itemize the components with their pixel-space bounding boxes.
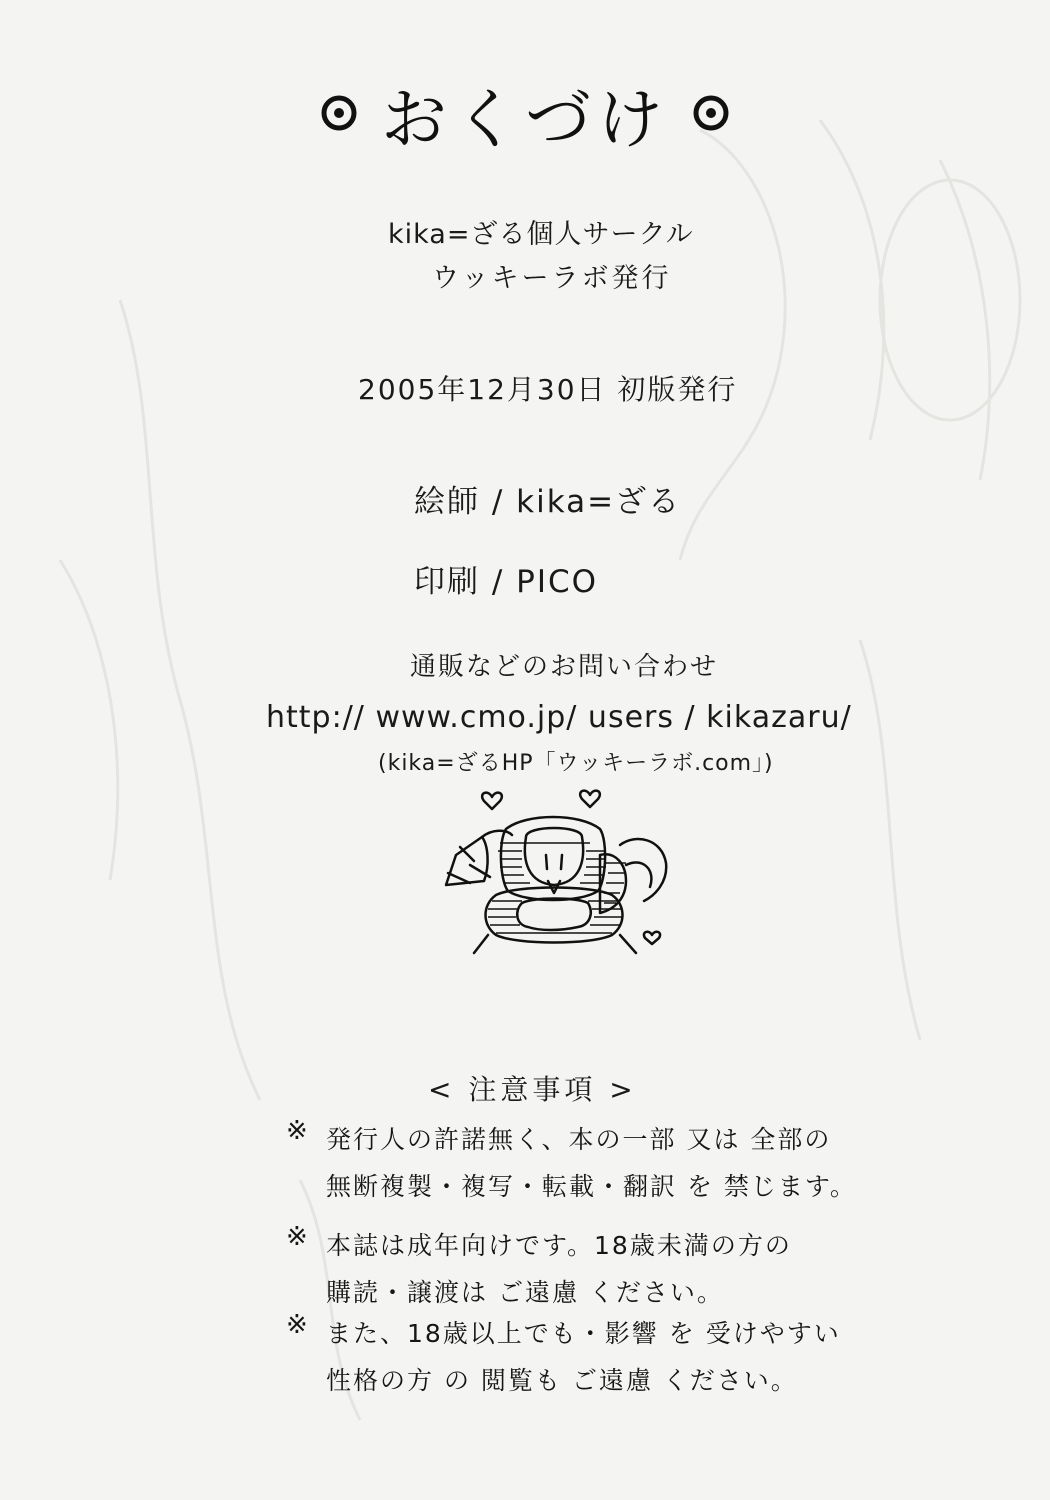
heart-icon: [644, 932, 660, 944]
contact-heading: 通販などのお問い合わせ: [410, 652, 719, 682]
website-url: http:// www.cmo.jp/ users / kikazaru/: [266, 700, 852, 735]
homepage-note: (kika=ざるHP「ウッキーラボ.com」): [378, 751, 774, 776]
notice-text: 本誌は成年向けです。18歳未満の方の: [326, 1231, 792, 1260]
notice-heading: < 注意事項 >: [428, 1073, 637, 1106]
notice-text: 無断複製・複写・転載・翻訳 を 禁じます。: [326, 1172, 857, 1201]
publication-date: 2005年12月30日 初版発行: [358, 373, 738, 406]
reference-mark: ※: [286, 1310, 308, 1340]
spiral-ornament-icon: [691, 93, 731, 133]
notice-item: [286, 1222, 826, 1316]
reference-mark: ※: [286, 1222, 308, 1252]
notice-text: 発行人の許諾無く、本の一部 又は 全部の: [326, 1125, 832, 1154]
notice-text: 性格の方 の 閲覧も ご遠慮 ください。: [326, 1366, 798, 1395]
notice-text: また、18歳以上でも・影響 を 受けやすい: [326, 1319, 841, 1348]
heart-icon: [580, 791, 600, 807]
spiral-ornament-icon: [319, 93, 359, 133]
notice-text: 購読・譲渡は ご遠慮 ください。: [326, 1278, 724, 1307]
heart-icon: [482, 793, 502, 809]
printer-credit: 印刷 / PICO: [414, 564, 599, 600]
circle-name: kika=ざる個人サークル: [388, 219, 694, 250]
title-row: [0, 68, 1050, 158]
notice-item: [286, 1116, 857, 1210]
page-title: おくづけ: [381, 80, 669, 158]
artist-credit: 絵師 / kika=ざる: [414, 484, 682, 520]
notice-item: [286, 1310, 841, 1404]
reference-mark: ※: [286, 1116, 308, 1146]
publisher-name: ウッキーラボ発行: [432, 263, 672, 294]
monkey-mascot-drawing: [430, 785, 680, 975]
